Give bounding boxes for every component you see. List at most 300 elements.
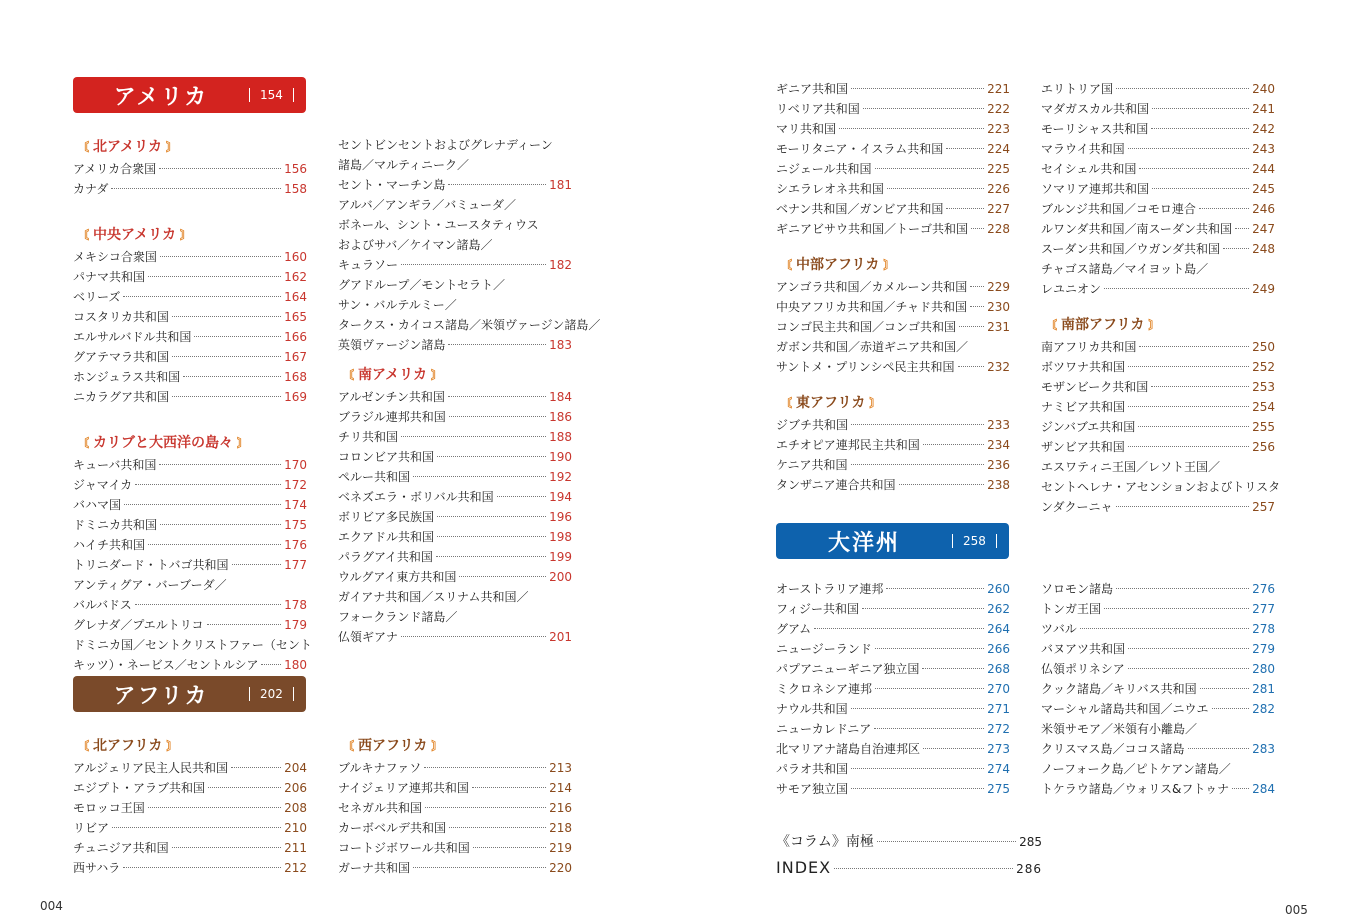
leader-dots xyxy=(959,326,984,327)
toc-entry-name: グアテマラ共和国 xyxy=(73,350,170,364)
toc-entry-page: 183 xyxy=(549,338,572,352)
toc-entry[interactable] xyxy=(1041,619,1275,639)
leader-dots xyxy=(1235,228,1249,229)
spacer xyxy=(73,199,307,219)
leader-dots xyxy=(851,708,984,709)
toc-entry[interactable] xyxy=(338,507,572,527)
toc-entry-page: 170 xyxy=(284,458,307,472)
toc-entry-name: コスタリカ共和国 xyxy=(73,310,169,324)
leader-dots xyxy=(413,867,546,868)
toc-entry[interactable] xyxy=(776,679,1010,699)
toc-entry[interactable] xyxy=(776,659,1010,679)
toc-entry-page: 230 xyxy=(987,300,1010,314)
column-north-africa xyxy=(73,730,307,878)
toc-entry-page: 182 xyxy=(549,258,572,272)
toc-entry-page: 186 xyxy=(549,410,572,424)
toc-entry[interactable] xyxy=(73,327,307,347)
toc-entry-page: 224 xyxy=(987,142,1010,156)
toc-entry[interactable] xyxy=(776,475,1010,495)
toc-entry-name: ハイチ共和国 xyxy=(73,538,146,552)
toc-entry[interactable] xyxy=(1041,437,1275,457)
toc-entry[interactable] xyxy=(73,798,307,818)
toc-entry[interactable] xyxy=(1041,599,1275,619)
toc-entry[interactable] xyxy=(776,179,1010,199)
toc-entry[interactable] xyxy=(776,415,1010,435)
toc-entry[interactable] xyxy=(338,818,572,838)
leader-dots xyxy=(160,524,281,525)
toc-entry[interactable] xyxy=(73,595,307,615)
bracket-right-icon: 〙 xyxy=(166,739,179,753)
leader-dots xyxy=(1151,128,1249,129)
toc-entry-page: 198 xyxy=(549,530,572,544)
page-number-left: 004 xyxy=(40,899,63,913)
toc-entry-name: マーシャル諸島共和国／ニウエ xyxy=(1041,702,1209,716)
leader-dots xyxy=(899,484,985,485)
leader-dots xyxy=(160,256,281,257)
toc-entry[interactable] xyxy=(73,838,307,858)
toc-entry[interactable] xyxy=(338,467,572,487)
toc-entry[interactable] xyxy=(338,627,572,647)
column-extras xyxy=(776,829,1042,881)
toc-entry[interactable] xyxy=(1041,659,1275,679)
toc-line: アルバ／アンギラ／バミューダ／ xyxy=(338,198,516,212)
toc-entry-name: ブルンジ共和国／コモロ連合 xyxy=(1041,202,1196,216)
toc-entry-page: 184 xyxy=(549,390,572,404)
toc-line: グアドループ／モントセラト／ xyxy=(338,278,506,292)
toc-entry-page: 270 xyxy=(987,682,1010,696)
toc-entry-page: 212 xyxy=(284,861,307,875)
toc-entry-name: ジャマイカ xyxy=(73,478,133,492)
leader-dots xyxy=(1188,748,1250,749)
toc-entry-page: 222 xyxy=(987,102,1010,116)
toc-line: アンティグア・バーブーダ／ xyxy=(73,578,227,592)
toc-entry-name: INDEX xyxy=(776,858,832,877)
toc-entry-page: 284 xyxy=(1252,782,1275,796)
leader-dots xyxy=(148,544,281,545)
toc-entry[interactable] xyxy=(776,455,1010,475)
toc-entry-name: ジンバブエ共和国 xyxy=(1041,420,1136,434)
toc-line: チャゴス諸島／マイヨット島／ xyxy=(1041,262,1209,276)
toc-entry[interactable] xyxy=(776,779,1010,799)
toc-entry-page: 200 xyxy=(549,570,572,584)
column-1 xyxy=(73,131,312,675)
toc-list xyxy=(776,277,1010,337)
toc-entry-name: ガーナ共和国 xyxy=(338,861,411,875)
toc-entry-page: 231 xyxy=(987,320,1010,334)
subhead-east-africa: 〘 東アフリカ 〙 xyxy=(780,395,882,411)
toc-entry-index[interactable] xyxy=(776,855,1042,881)
toc-entry-name: アンゴラ共和国／カメルーン共和国 xyxy=(776,280,968,294)
leader-dots xyxy=(971,228,984,229)
toc-entry[interactable] xyxy=(1041,357,1275,377)
leader-dots xyxy=(1152,188,1249,189)
toc-entry[interactable] xyxy=(1041,239,1275,259)
toc-entry-page: 211 xyxy=(284,841,307,855)
toc-entry[interactable] xyxy=(776,719,1010,739)
leader-dots xyxy=(231,767,281,768)
toc-entry-page: 264 xyxy=(987,622,1010,636)
toc-entry[interactable] xyxy=(776,619,1010,639)
toc-entry-page: 262 xyxy=(987,602,1010,616)
toc-entry-page: 206 xyxy=(284,781,307,795)
toc-entry-page: 277 xyxy=(1252,602,1275,616)
leader-dots xyxy=(425,807,546,808)
toc-entry-name: トリニダード・トバゴ共和国 xyxy=(73,558,229,572)
toc-entry[interactable] xyxy=(338,487,572,507)
toc-entry[interactable] xyxy=(73,655,307,675)
toc-list xyxy=(73,247,307,407)
leader-dots xyxy=(970,286,984,287)
toc-line: 米領サモア／米領有小離島／ xyxy=(1041,722,1198,736)
toc-entry[interactable] xyxy=(73,307,307,327)
toc-entry[interactable] xyxy=(73,347,307,367)
toc-entry-name: モザンビーク共和国 xyxy=(1041,380,1149,394)
toc-entry-name: メキシコ合衆国 xyxy=(73,250,157,264)
toc-entry-page: 260 xyxy=(987,582,1010,596)
bracket-left-icon: 〘 xyxy=(77,140,90,154)
bracket-left-icon: 〘 xyxy=(77,228,90,242)
toc-entry-page: 174 xyxy=(284,498,307,512)
toc-entry-page: 210 xyxy=(284,821,307,835)
toc-entry-name: モーリシャス共和国 xyxy=(1041,122,1149,136)
toc-entry[interactable] xyxy=(73,555,307,575)
toc-entry-name: コロンビア共和国 xyxy=(338,450,435,464)
toc-entry-name: エリトリア国 xyxy=(1041,82,1114,96)
toc-entry[interactable] xyxy=(1041,159,1275,179)
bracket-right-icon: 〙 xyxy=(431,368,444,382)
toc-entry[interactable] xyxy=(338,447,572,467)
toc-list xyxy=(73,758,307,878)
toc-entry[interactable] xyxy=(338,758,572,778)
bracket-right-icon: 〙 xyxy=(166,140,179,154)
leader-dots xyxy=(1151,386,1249,387)
toc-list xyxy=(776,415,1010,495)
leader-dots xyxy=(814,628,984,629)
toc-entry[interactable] xyxy=(776,699,1010,719)
toc-entry-page: 238 xyxy=(987,478,1010,492)
toc-entry[interactable] xyxy=(73,475,307,495)
toc-entry[interactable] xyxy=(73,858,307,878)
toc-entry[interactable] xyxy=(338,527,572,547)
toc-entry-name: エジプト・アラブ共和国 xyxy=(73,781,206,795)
toc-entry[interactable] xyxy=(776,277,1010,297)
toc-entry-name: ケニア共和国 xyxy=(776,458,848,472)
toc-entry[interactable] xyxy=(338,427,572,447)
toc-entry[interactable] xyxy=(73,367,307,387)
toc-entry-page: 190 xyxy=(549,450,572,464)
toc-entry-page: 275 xyxy=(987,782,1010,796)
toc-entry[interactable] xyxy=(338,798,572,818)
toc-entry[interactable] xyxy=(73,179,307,199)
toc-entry[interactable] xyxy=(1041,119,1275,139)
toc-entry-name: ザンビア共和国 xyxy=(1041,440,1125,454)
toc-entry-name: シエラレオネ共和国 xyxy=(776,182,884,196)
toc-list xyxy=(1041,79,1275,259)
toc-entry-page: 192 xyxy=(549,470,572,484)
toc-entry[interactable] xyxy=(338,567,572,587)
leader-dots xyxy=(922,668,984,669)
toc-entry[interactable] xyxy=(73,615,307,635)
toc-entry[interactable] xyxy=(1041,417,1275,437)
toc-line: ノーフォーク島／ピトケアン諸島／ xyxy=(1041,762,1231,776)
toc-entry-page: 233 xyxy=(987,418,1010,432)
toc-entry-page: 179 xyxy=(284,618,307,632)
toc-entry-name: ベリーズ xyxy=(73,290,121,304)
toc-entry-name: ニカラグア共和国 xyxy=(73,390,170,404)
leader-dots xyxy=(401,636,546,637)
leader-dots xyxy=(851,88,984,89)
toc-entry-page: 240 xyxy=(1252,82,1275,96)
toc-entry[interactable] xyxy=(73,247,307,267)
toc-entry-page: 252 xyxy=(1252,360,1275,374)
toc-entry[interactable] xyxy=(776,139,1010,159)
toc-entry-name: リビア xyxy=(73,821,110,835)
toc-entry[interactable] xyxy=(776,579,1010,599)
leader-dots xyxy=(194,336,281,337)
toc-entry[interactable] xyxy=(776,599,1010,619)
toc-entry-name: キッツ）・ネービス／セントルシア xyxy=(73,658,259,672)
toc-entry-name: リベリア共和国 xyxy=(776,102,860,116)
toc-entry-name: セイシェル共和国 xyxy=(1041,162,1137,176)
toc-entry[interactable] xyxy=(73,778,307,798)
toc-entry[interactable] xyxy=(1041,377,1275,397)
toc-entry-page: 234 xyxy=(987,438,1010,452)
leader-dots xyxy=(863,108,984,109)
toc-entry-name: バハマ国 xyxy=(73,498,122,512)
toc-entry[interactable] xyxy=(1041,179,1275,199)
leader-dots xyxy=(401,436,546,437)
toc-entry-page: 283 xyxy=(1252,742,1275,756)
leader-dots xyxy=(923,444,984,445)
toc-list xyxy=(776,79,1010,239)
leader-dots xyxy=(958,366,985,367)
leader-dots xyxy=(1128,366,1249,367)
leader-dots xyxy=(1116,506,1250,507)
leader-dots xyxy=(834,868,1013,869)
toc-entry-page: 232 xyxy=(987,360,1010,374)
toc-entry[interactable] xyxy=(776,219,1010,239)
leader-dots xyxy=(183,376,281,377)
toc-entry-name: グレナダ／プエルトリコ xyxy=(73,618,204,632)
toc-entry-name: ニジェール共和国 xyxy=(776,162,872,176)
toc-entry-page: 279 xyxy=(1252,642,1275,656)
toc-entry[interactable] xyxy=(1041,639,1275,659)
banner-page: 202 xyxy=(249,687,294,701)
toc-entry[interactable] xyxy=(73,515,307,535)
leader-dots xyxy=(946,148,984,149)
toc-entry-page: 274 xyxy=(987,762,1010,776)
toc-entry[interactable] xyxy=(1041,219,1275,239)
toc-entry[interactable] xyxy=(1041,99,1275,119)
toc-entry-page: 169 xyxy=(284,390,307,404)
toc-entry-name: キューバ共和国 xyxy=(73,458,157,472)
toc-entry-page: 281 xyxy=(1252,682,1275,696)
toc-entry-page: 223 xyxy=(987,122,1010,136)
subhead-south-africa: 〘 南部アフリカ 〙 xyxy=(1045,317,1161,333)
toc-line: タークス・カイコス諸島／米領ヴァージン諸島／ xyxy=(338,318,601,332)
leader-dots xyxy=(473,847,546,848)
toc-entry-column[interactable] xyxy=(776,829,1042,855)
toc-entry-name: 仏領ポリネシア xyxy=(1041,662,1125,676)
toc-list xyxy=(338,387,572,587)
column-oceania-a xyxy=(776,579,1010,799)
toc-entry-name: 英領ヴァージン諸島 xyxy=(338,338,446,352)
toc-entry[interactable] xyxy=(73,758,307,778)
leader-dots xyxy=(111,188,281,189)
toc-entry-name: ボツワナ共和国 xyxy=(1041,360,1126,374)
toc-entry-name: サモア独立国 xyxy=(776,782,849,796)
toc-entry[interactable] xyxy=(73,495,307,515)
toc-entry-page: 181 xyxy=(549,178,572,192)
toc-entry[interactable] xyxy=(776,739,1010,759)
toc-entry[interactable] xyxy=(776,639,1010,659)
toc-entry[interactable] xyxy=(776,357,1010,377)
leader-dots xyxy=(851,464,985,465)
banner-africa xyxy=(73,676,306,712)
toc-entry[interactable] xyxy=(1041,397,1275,417)
toc-entry-page: 245 xyxy=(1252,182,1275,196)
toc-entry-name: ウルグアイ東方共和国 xyxy=(338,570,457,584)
toc-entry-page: 188 xyxy=(549,430,572,444)
toc-entry[interactable] xyxy=(338,407,572,427)
toc-line: フォークランド諸島／ xyxy=(338,610,458,624)
toc-entry-name: コンゴ民主共和国／コンゴ共和国 xyxy=(776,320,957,334)
toc-entry-name: ナミビア共和国 xyxy=(1041,400,1126,414)
leader-dots xyxy=(124,504,281,505)
toc-entry-name: サントメ・プリンシペ民主共和国 xyxy=(776,360,955,374)
toc-entry[interactable] xyxy=(1041,337,1275,357)
toc-entry[interactable] xyxy=(338,255,572,275)
toc-entry[interactable] xyxy=(338,778,572,798)
toc-entry-page: 208 xyxy=(284,801,307,815)
toc-entry-page: 280 xyxy=(1252,662,1275,676)
toc-entry-name: マリ共和国 xyxy=(776,122,837,136)
toc-entry-name: カーボベルデ共和国 xyxy=(338,821,447,835)
column-west-africa xyxy=(338,730,572,878)
toc-entry[interactable] xyxy=(1041,779,1275,799)
toc-entry-name: ドミニカ共和国 xyxy=(73,518,158,532)
leader-dots xyxy=(862,608,984,609)
toc-entry-name: オーストラリア連邦 xyxy=(776,582,884,596)
toc-entry-name: ニュージーランド xyxy=(776,642,872,656)
toc-entry[interactable] xyxy=(776,759,1010,779)
leader-dots xyxy=(1116,588,1249,589)
leader-dots xyxy=(148,276,281,277)
toc-entry[interactable] xyxy=(73,818,307,838)
toc-entry[interactable] xyxy=(1041,199,1275,219)
toc-entry-page: 178 xyxy=(284,598,307,612)
leader-dots xyxy=(886,588,984,589)
leader-dots xyxy=(232,564,282,565)
leader-dots xyxy=(1104,288,1249,289)
subhead-caribbean: 〘 カリブと大西洋の島々 〙 xyxy=(77,435,250,451)
toc-entry-name: パナマ共和国 xyxy=(73,270,146,284)
toc-line: およびサバ／ケイマン諸島／ xyxy=(338,238,493,252)
toc-entry[interactable] xyxy=(73,455,307,475)
toc-entry-page: 241 xyxy=(1252,102,1275,116)
toc-entry-name: ンダクーニャ xyxy=(1041,500,1113,514)
toc-entry[interactable] xyxy=(73,387,307,407)
toc-entry[interactable] xyxy=(1041,79,1275,99)
toc-entry[interactable] xyxy=(1041,699,1275,719)
toc-entry-page: 201 xyxy=(549,630,572,644)
toc-entry-name: ブルキナファソ xyxy=(338,761,422,775)
toc-entry[interactable] xyxy=(776,435,1010,455)
bracket-left-icon: 〘 xyxy=(77,436,90,450)
toc-entry-name: エルサルバドル共和国 xyxy=(73,330,192,344)
toc-entry[interactable] xyxy=(1041,579,1275,599)
toc-entry[interactable] xyxy=(776,99,1010,119)
toc-entry[interactable] xyxy=(1041,739,1275,759)
toc-entry[interactable] xyxy=(1041,139,1275,159)
toc-entry[interactable] xyxy=(776,317,1010,337)
toc-entry[interactable] xyxy=(73,159,307,179)
toc-entry[interactable] xyxy=(776,79,1010,99)
banner-title: アフリカ xyxy=(113,683,209,709)
toc-entry-page: 236 xyxy=(987,458,1010,472)
toc-entry-name: アルゼンチン共和国 xyxy=(338,390,445,404)
toc-list xyxy=(73,455,307,575)
subhead-west-africa: 〘 西アフリカ 〙 xyxy=(342,738,444,754)
leader-dots xyxy=(172,847,281,848)
toc-entry-page: 213 xyxy=(549,761,572,775)
toc-entry-name: カナダ xyxy=(73,182,109,196)
toc-entry[interactable] xyxy=(776,119,1010,139)
leader-dots xyxy=(1128,648,1249,649)
toc-entry[interactable] xyxy=(1041,497,1275,517)
toc-entry[interactable] xyxy=(338,858,572,878)
column-4 xyxy=(1041,79,1281,517)
banner-page: 154 xyxy=(249,88,294,102)
toc-entry-name: セント・マーチン島 xyxy=(338,178,446,192)
toc-entry-page: 227 xyxy=(987,202,1010,216)
toc-entry[interactable] xyxy=(338,387,572,407)
toc-entry[interactable] xyxy=(776,199,1010,219)
banner-page: 258 xyxy=(952,534,997,548)
leader-dots xyxy=(1223,248,1249,249)
toc-entry-name: スーダン共和国／ウガンダ共和国 xyxy=(1041,242,1221,256)
leader-dots xyxy=(459,576,546,577)
toc-entry-page: 286 xyxy=(1016,862,1042,876)
leader-dots xyxy=(1116,88,1249,89)
toc-entry[interactable] xyxy=(338,175,572,195)
leader-dots xyxy=(401,264,546,265)
toc-entry[interactable] xyxy=(338,838,572,858)
toc-entry[interactable] xyxy=(1041,279,1275,299)
leader-dots xyxy=(970,306,984,307)
toc-entry[interactable] xyxy=(1041,679,1275,699)
toc-entry-page: 273 xyxy=(987,742,1010,756)
toc-entry[interactable] xyxy=(73,535,307,555)
toc-entry[interactable] xyxy=(338,547,572,567)
leader-dots xyxy=(875,168,985,169)
banner-title: アメリカ xyxy=(113,84,209,110)
toc-entry[interactable] xyxy=(338,335,572,355)
toc-entry[interactable] xyxy=(73,267,307,287)
leader-dots xyxy=(448,396,546,397)
page-number-right: 005 xyxy=(1285,903,1308,917)
toc-entry[interactable] xyxy=(776,297,1010,317)
toc-list xyxy=(776,579,1010,799)
toc-entry[interactable] xyxy=(776,159,1010,179)
toc-entry[interactable] xyxy=(73,287,307,307)
leader-dots xyxy=(135,484,281,485)
leader-dots xyxy=(497,496,546,497)
toc-entry-page: 177 xyxy=(284,558,307,572)
leader-dots xyxy=(448,184,546,185)
leader-dots xyxy=(207,624,282,625)
leader-dots xyxy=(449,827,546,828)
